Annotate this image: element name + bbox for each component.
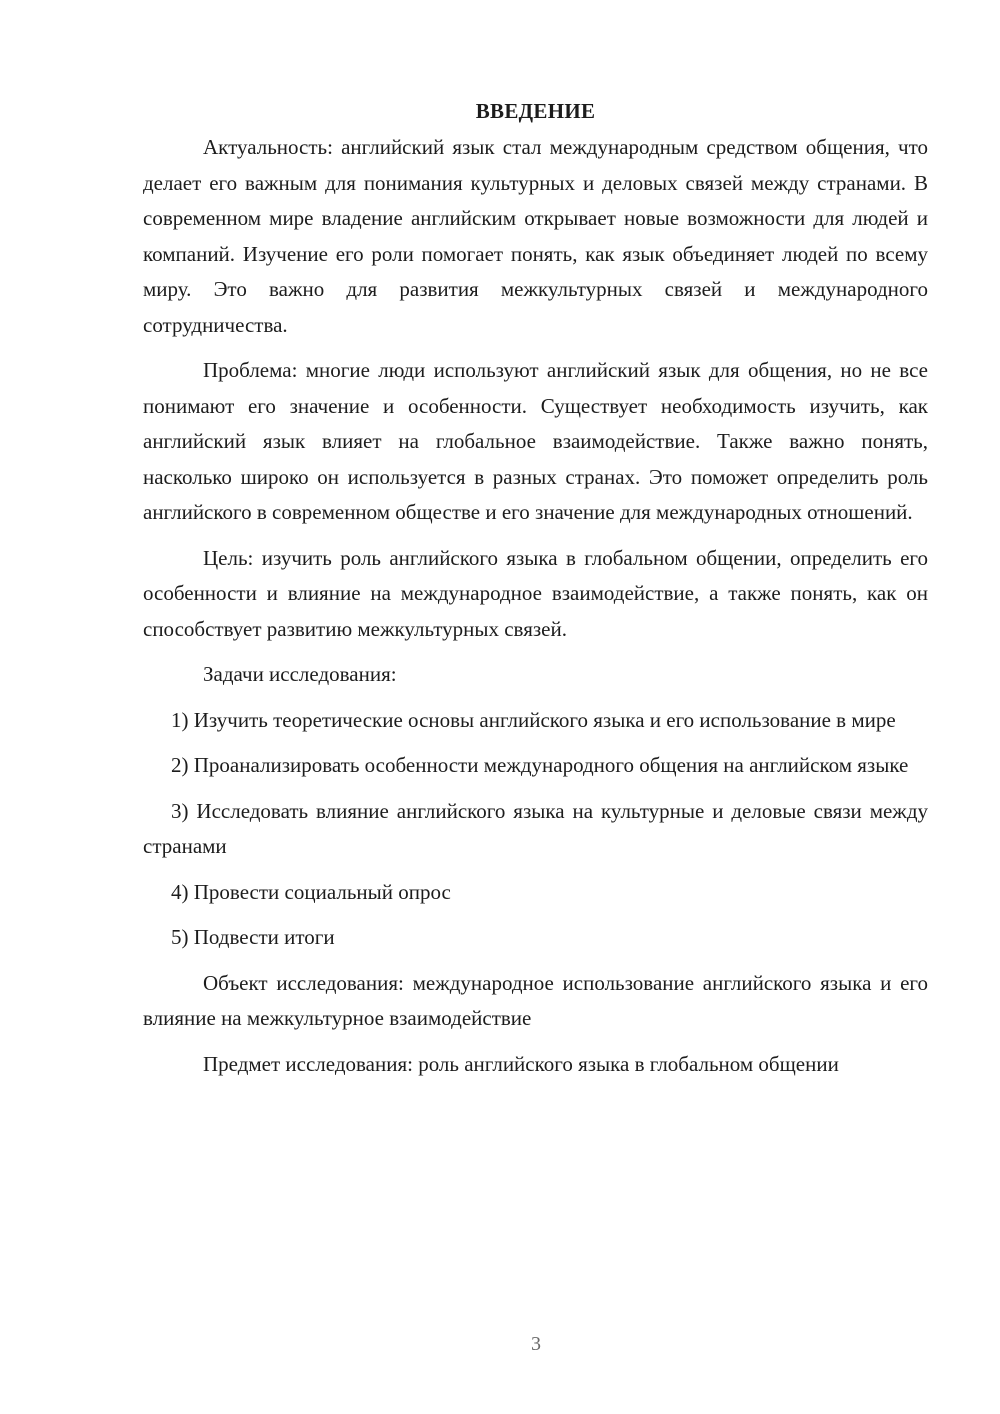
paragraph-problem: Проблема: многие люди используют английский язык для общения, но не все понимают его значение и особенности. Существует необходимость изучить, как английский язык влияет на глобальное взаимодействие. Также важно понять, насколько широко он используется в разных странах. Это поможет определить роль английского в современном обществе и его значение для международных отношений. xyxy=(143,358,928,524)
task-item-1: 1) Изучить теоретические основы английского языка и его использование в мире xyxy=(171,707,896,732)
section-title: ВВЕДЕНИЕ xyxy=(475,99,596,123)
task-item-5: 5) Подвести итоги xyxy=(171,925,335,949)
paragraph-goal: Цель: изучить роль английского языка в глобальном общении, определить его особенности и влияние на международное взаимодействие, а также понять, как он способствует развитию межкультурных связей. xyxy=(143,545,928,641)
paragraph-object: Объект исследования: международное использование английского языка и его влияние на межкультурное взаимодействие xyxy=(143,970,928,1030)
paragraph-relevance: Актуальность: английский язык стал международным средством общения, что делает его важным для понимания культурных и деловых связей между странами. В современном мире владение английским открывает новые возможности для людей и компаний. Изучение его роли помогает понять, как язык объединяет людей по всему миру. Это важно для развития межкультурных связей и международного сотрудничества. xyxy=(143,135,928,337)
page-number: 3 xyxy=(531,1333,541,1355)
task-item-4: 4) Провести социальный опрос xyxy=(171,879,451,904)
task-item-2: 2) Проанализировать особенности международного общения на английском языке xyxy=(171,753,909,777)
task-item-3: 3) Исследовать влияние английского языка на культурные и деловые связи между странами xyxy=(143,798,928,858)
paragraph-subject: Предмет исследования: роль английского языка в глобальном общении xyxy=(203,1051,839,1076)
paragraph-tasks-heading: Задачи исследования: xyxy=(203,662,397,686)
page-content xyxy=(143,96,928,1092)
